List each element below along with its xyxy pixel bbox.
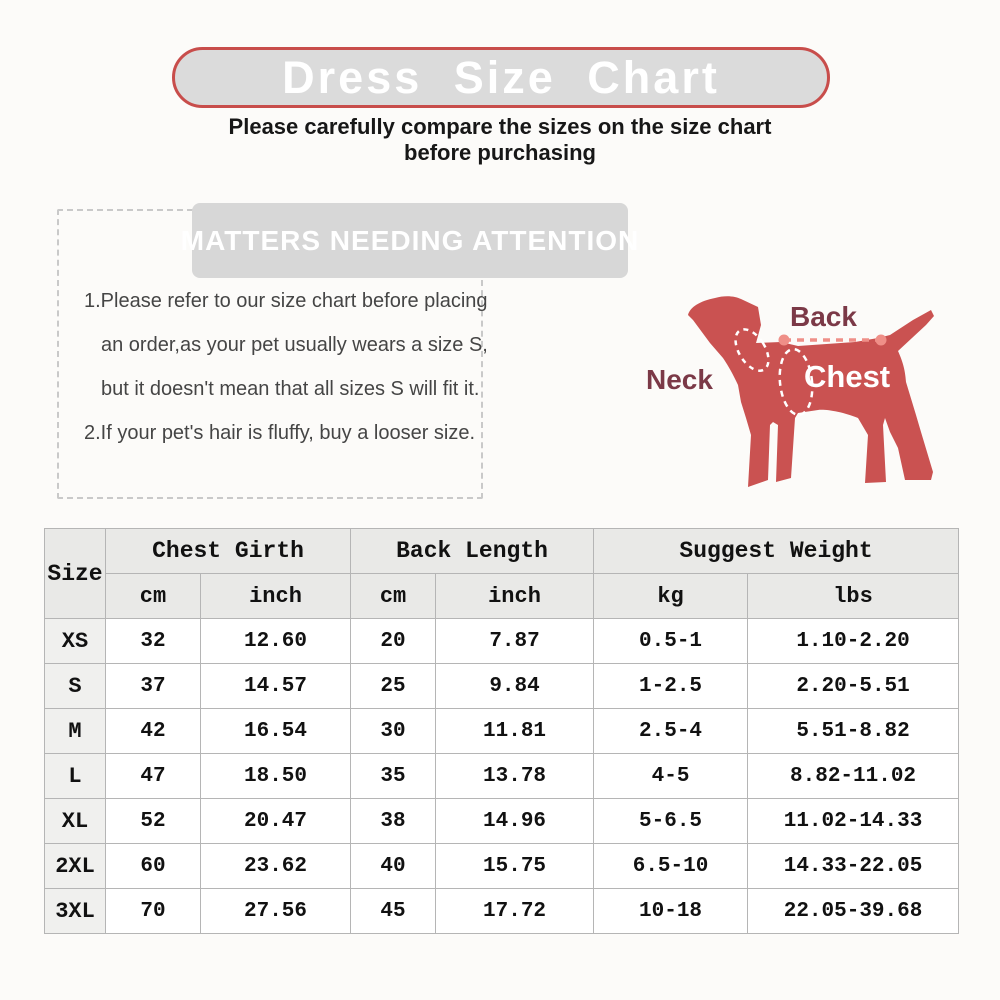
- chest-inch-value: 14.57: [201, 664, 351, 709]
- back-label: Back: [790, 301, 857, 332]
- chest-inch-value: 27.56: [201, 889, 351, 934]
- col-header-weight-kg: kg: [594, 574, 748, 619]
- col-header-back-length: Back Length: [351, 529, 594, 574]
- col-header-size: Size: [45, 529, 106, 619]
- back-inch-value: 17.72: [436, 889, 594, 934]
- back-inch-value: 11.81: [436, 709, 594, 754]
- dog-measurement-diagram: [628, 272, 973, 507]
- col-header-suggest-weight: Suggest Weight: [594, 529, 959, 574]
- back-cm-value: 40: [351, 844, 436, 889]
- back-inch-value: 9.84: [436, 664, 594, 709]
- table-row: [45, 619, 959, 664]
- col-header-chest-inch: inch: [201, 574, 351, 619]
- table-header-row-groups: [45, 529, 959, 574]
- chest-cm-value: 60: [106, 844, 201, 889]
- attention-heading: MATTERS NEEDING ATTENTION: [180, 224, 640, 256]
- weight-lbs-value: 8.82-11.02: [748, 754, 959, 799]
- chest-cm-value: 70: [106, 889, 201, 934]
- weight-lbs-value: 2.20-5.51: [748, 664, 959, 709]
- col-header-weight-lbs: lbs: [748, 574, 959, 619]
- attention-notes: [84, 290, 488, 466]
- size-label: XL: [45, 799, 106, 844]
- col-header-back-cm: cm: [351, 574, 436, 619]
- note-line-1: 1.Please refer to our size chart before placing: [84, 290, 488, 312]
- table-row: [45, 709, 959, 754]
- chest-cm-value: 52: [106, 799, 201, 844]
- back-inch-value: 7.87: [436, 619, 594, 664]
- table-row: [45, 844, 959, 889]
- back-inch-value: 14.96: [436, 799, 594, 844]
- back-measure-dot-right: [876, 335, 887, 346]
- note-line-2: an order,as your pet usually wears a size S,: [101, 334, 488, 356]
- weight-lbs-value: 11.02-14.33: [748, 799, 959, 844]
- chest-inch-value: 23.62: [201, 844, 351, 889]
- back-cm-value: 25: [351, 664, 436, 709]
- table-row: [45, 889, 959, 934]
- back-cm-value: 30: [351, 709, 436, 754]
- col-header-chest-cm: cm: [106, 574, 201, 619]
- weight-lbs-value: 5.51-8.82: [748, 709, 959, 754]
- note-line-3: but it doesn't mean that all sizes S will fit it.: [101, 378, 480, 400]
- weight-kg-value: 4-5: [594, 754, 748, 799]
- neck-label: Neck: [646, 364, 713, 395]
- size-label: S: [45, 664, 106, 709]
- back-cm-value: 38: [351, 799, 436, 844]
- table-row: [45, 664, 959, 709]
- weight-kg-value: 1-2.5: [594, 664, 748, 709]
- table-row: [45, 754, 959, 799]
- note-line-4: 2.If your pet's hair is fluffy, buy a looser size.: [84, 422, 476, 444]
- back-measure-dot-left: [779, 335, 790, 346]
- back-inch-value: 15.75: [436, 844, 594, 889]
- size-label: 2XL: [45, 844, 106, 889]
- chest-cm-value: 32: [106, 619, 201, 664]
- col-header-back-inch: inch: [436, 574, 594, 619]
- attention-heading-banner: [180, 203, 640, 278]
- size-label: M: [45, 709, 106, 754]
- back-inch-value: 13.78: [436, 754, 594, 799]
- weight-lbs-value: 14.33-22.05: [748, 844, 959, 889]
- size-label: L: [45, 754, 106, 799]
- chest-inch-value: 16.54: [201, 709, 351, 754]
- back-cm-value: 20: [351, 619, 436, 664]
- weight-kg-value: 5-6.5: [594, 799, 748, 844]
- weight-kg-value: 2.5-4: [594, 709, 748, 754]
- chest-inch-value: 12.60: [201, 619, 351, 664]
- weight-lbs-value: 22.05-39.68: [748, 889, 959, 934]
- chest-cm-value: 47: [106, 754, 201, 799]
- subtitle-line-2: before purchasing: [404, 140, 596, 165]
- col-header-chest-girth: Chest Girth: [106, 529, 351, 574]
- weight-lbs-value: 1.10-2.20: [748, 619, 959, 664]
- weight-kg-value: 10-18: [594, 889, 748, 934]
- size-label: XS: [45, 619, 106, 664]
- table-row: [45, 799, 959, 844]
- table-header-row-units: [45, 574, 959, 619]
- chest-cm-value: 42: [106, 709, 201, 754]
- weight-kg-value: 6.5-10: [594, 844, 748, 889]
- subtitle: [0, 114, 1000, 166]
- back-cm-value: 45: [351, 889, 436, 934]
- back-cm-value: 35: [351, 754, 436, 799]
- subtitle-line-1: Please carefully compare the sizes on the size chart: [228, 114, 772, 139]
- title-banner: [172, 47, 830, 108]
- chest-cm-value: 37: [106, 664, 201, 709]
- weight-kg-value: 0.5-1: [594, 619, 748, 664]
- size-table: [44, 528, 959, 934]
- page-title: Dress Size Chart: [282, 51, 720, 103]
- size-label: 3XL: [45, 889, 106, 934]
- chest-inch-value: 18.50: [201, 754, 351, 799]
- chest-inch-value: 20.47: [201, 799, 351, 844]
- chest-label: Chest: [804, 359, 891, 394]
